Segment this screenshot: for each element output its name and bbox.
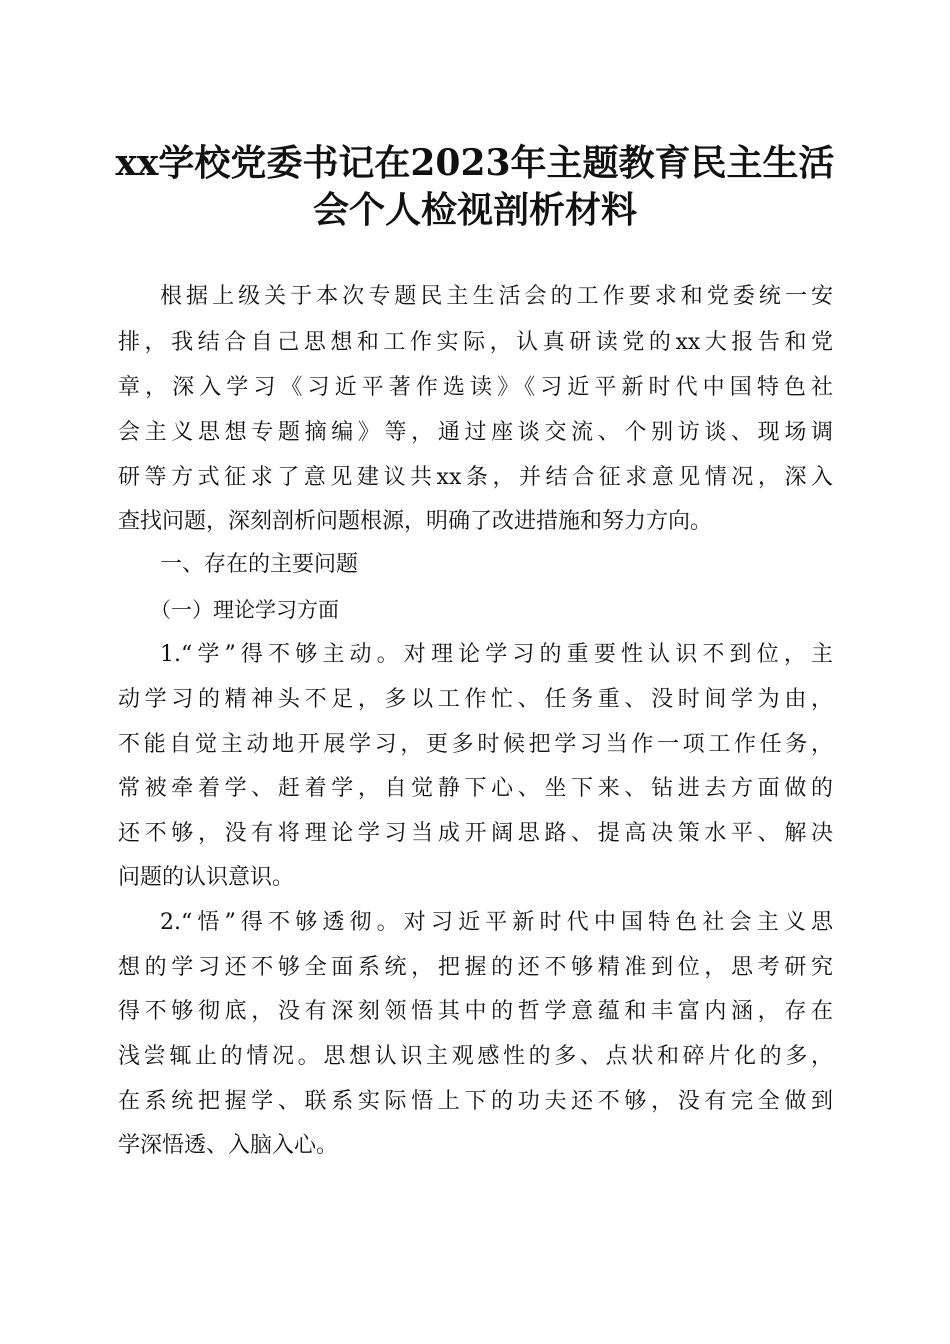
item1-line: 不能自觉主动地开展学习，更多时候把学习当作一项工作任务， [118,732,833,757]
intro-line: 会主义思想专题摘编》等，通过座谈交流、个别访谈、现场调 [118,420,833,445]
intro-line: 章，深入学习《习近平著作选读》《习近平新时代中国特色社 [118,375,833,400]
item1-line: 还不够，没有将理论学习当成开阔思路、提高决策水平、解决 [118,821,833,846]
item2-line: 想的学习还不够全面系统，把握的还不够精准到位，思考研究 [118,955,833,980]
item2-line: 得不够彻底，没有深刻领悟其中的哲学意蕴和丰富内涵，存在 [118,999,833,1024]
item1-line: 常被牵着学、赶着学，自觉静下心、坐下来、钻进去方面做的 [118,776,833,801]
intro-line: 根据上级关于本次专题民主生活会的工作要求和党委统一安 [160,284,833,309]
intro-line: 查找问题，深刻剖析问题根源，明确了改进措施和努力方向。 [118,509,713,534]
intro-line: 研等方式征求了意见建议共xx条，并结合征求意见情况，深入 [118,465,833,490]
item2-line: 2.“悟”得不够透彻。对习近平新时代中国特色社会主义思 [160,910,833,935]
item1-line: 1.“学”得不够主动。对理论学习的重要性认识不到位，主 [160,642,833,667]
item1-line: 动学习的精神头不足，多以工作忙、任务重、没时间学为由， [118,687,833,712]
section-heading: 一、存在的主要问题 [160,552,359,577]
item1-line: 问题的认识意识。 [118,865,295,890]
document-title-line-1: xx学校党委书记在2023年主题教育民主生活 [115,142,835,184]
intro-line: 排，我结合自己思想和工作实际，认真研读党的xx大报告和党 [118,330,833,355]
subsection-heading: （一）理论学习方面 [150,598,339,622]
item2-line: 在系统把握学、联系实际悟上下的功夫还不够，没有完全做到 [118,1089,833,1114]
document-title-line-2: 会个人检视剖析材料 [312,189,637,231]
item2-line: 浅尝辄止的情况。思想认识主观感性的多、点状和碎片化的多， [118,1044,833,1069]
item2-line: 学深悟透、入脑入心。 [118,1133,339,1158]
